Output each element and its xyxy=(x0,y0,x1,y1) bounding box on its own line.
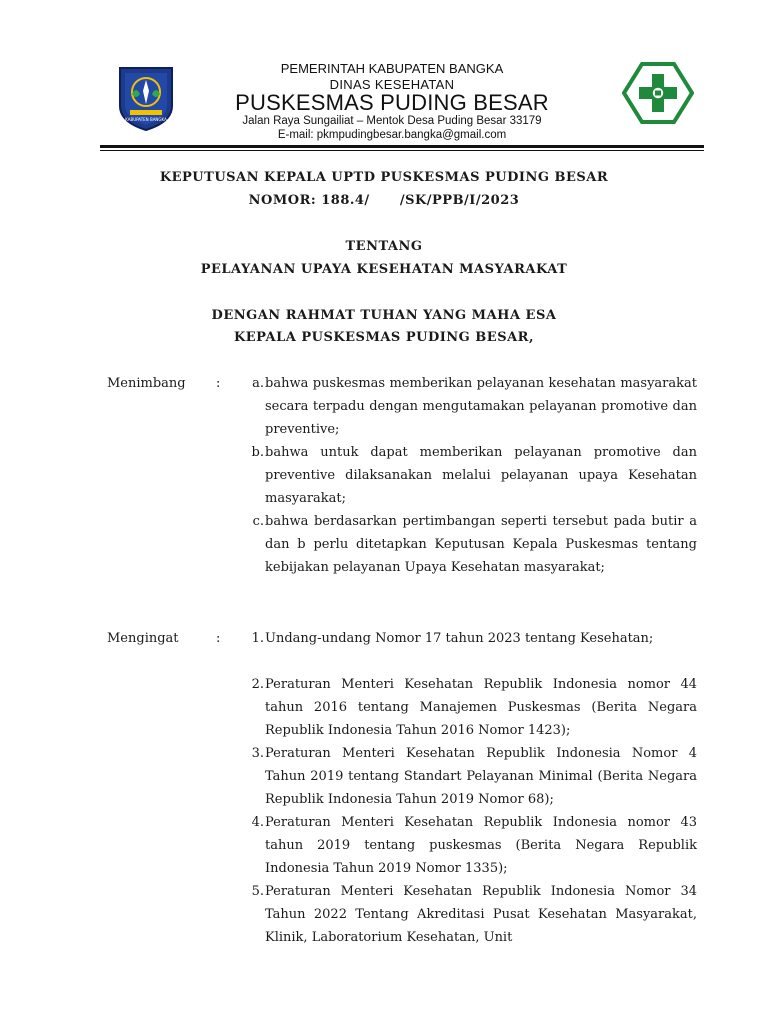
menimbang-item xyxy=(236,441,697,510)
menimbang-label: Menimbang xyxy=(107,376,186,391)
blessing-line: DENGAN RAHMAT TUHAN YANG MAHA ESA xyxy=(211,308,557,323)
item-marker: 3. xyxy=(251,746,264,761)
item-text: Peraturan Menteri Kesehatan Republik Indonesia nomor 43 tahun 2019 tentang puskesmas (Berita Negara Republik Indonesia Tahun 2019 Nomor 1335); xyxy=(265,815,697,876)
mengingat-item xyxy=(236,627,697,650)
about-heading: TENTANG xyxy=(345,239,423,254)
mengingat-item xyxy=(236,742,697,811)
menimbang-item xyxy=(236,510,697,579)
item-text: Peraturan Menteri Kesehatan Republik Indonesia Nomor 4 Tahun 2019 tentang Standart Pelayanan Minimal (Berita Negara Republik Indonesia Tahun 2019 Nomor 68); xyxy=(265,746,697,807)
item-text: Undang-undang Nomor 17 tahun 2023 tentang Kesehatan; xyxy=(265,631,654,646)
decree-subject: PELAYANAN UPAYA KESEHATAN MASYARAKAT xyxy=(200,262,568,277)
department-line: DINAS KESEHATAN xyxy=(329,77,455,92)
letterhead-rule-thick xyxy=(100,145,704,148)
mengingat-colon: : xyxy=(216,631,221,646)
decree-title: KEPUTUSAN KEPALA UPTD PUSKESMAS PUDING BESAR xyxy=(159,170,609,185)
institution-name: PUSKESMAS PUDING BESAR xyxy=(235,90,549,115)
item-marker: b. xyxy=(251,445,264,460)
letterhead-rule-thin xyxy=(100,150,704,151)
email-line: E-mail: pkmpudingbesar.bangka@gmail.com xyxy=(277,129,507,141)
item-text: Peraturan Menteri Kesehatan Republik Indonesia nomor 44 tahun 2016 tentang Manajemen Puskesmas (Berita Negara Republik Indonesia Tahun 2016 Nomor 1423); xyxy=(265,677,697,738)
mengingat-item xyxy=(236,880,697,949)
item-marker: a. xyxy=(252,376,264,391)
item-text: Peraturan Menteri Kesehatan Republik Indonesia Nomor 34 Tahun 2022 Tentang Akreditasi Pusat Kesehatan Masyarakat, Klinik, Laboratorium Kesehatan, Unit xyxy=(265,884,697,945)
mengingat-item xyxy=(236,811,697,880)
item-text: bahwa puskesmas memberikan pelayanan kesehatan masyarakat secara terpadu dengan mengutamakan pelayanan promotive dan preventive; xyxy=(265,376,697,437)
item-marker: 2. xyxy=(251,677,264,692)
item-marker: 1. xyxy=(251,631,264,646)
puskesmas-cross-logo-icon xyxy=(622,62,694,124)
item-marker: 4. xyxy=(251,815,264,830)
item-marker: 5. xyxy=(251,884,264,899)
address-line: Jalan Raya Sungailiat – Mentok Desa Puding Besar 33179 xyxy=(242,115,542,127)
item-text: bahwa berdasarkan pertimbangan seperti tersebut pada butir a dan b perlu ditetapkan Keputusan Kepala Puskesmas tentang kebijakan pelayanan Upaya Kesehatan masyarakat; xyxy=(265,514,697,575)
mengingat-item xyxy=(236,673,697,742)
government-line: PEMERINTAH KABUPATEN BANGKA xyxy=(280,61,504,76)
menimbang-item xyxy=(236,372,697,441)
menimbang-colon: : xyxy=(216,376,221,391)
item-marker: c. xyxy=(252,514,264,529)
item-text: bahwa untuk dapat memberikan pelayanan promotive dan preventive dilaksanakan melalui pelayanan upaya Kesehatan masyarakat; xyxy=(265,445,697,506)
decree-number: NOMOR: 188.4/ /SK/PPB/I/2023 xyxy=(248,193,520,208)
kabupaten-bangka-crest-icon xyxy=(116,64,176,132)
mengingat-label: Mengingat xyxy=(107,631,179,646)
authority-line: KEPALA PUSKESMAS PUDING BESAR, xyxy=(233,330,535,345)
crest-caption: KABUPATEN BANGKA xyxy=(125,117,167,122)
